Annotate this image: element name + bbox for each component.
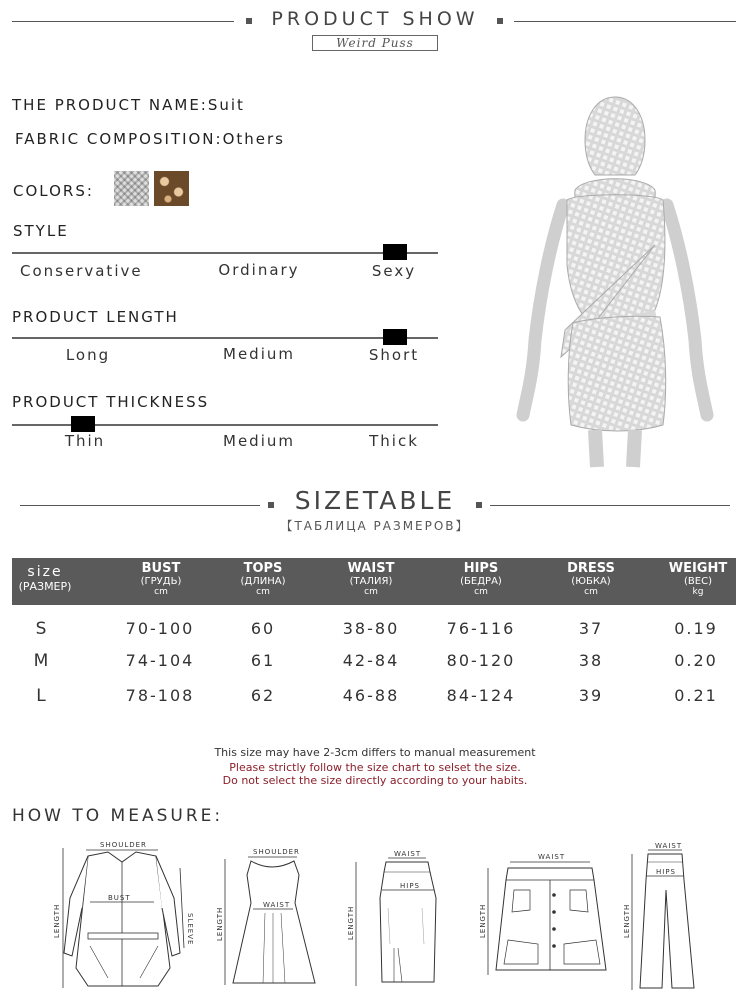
page-title: PRODUCT SHOW (271, 8, 479, 30)
table-row (12, 646, 736, 676)
col-weight: WEIGHT (ВЕС) kg (668, 561, 728, 597)
color-swatch-silver[interactable] (114, 171, 149, 206)
cell-dress: 38 (578, 651, 604, 670)
jacket-diagram (48, 838, 198, 990)
svg-text:LENGTH: LENGTH (53, 903, 61, 938)
svg-text:LENGTH: LENGTH (347, 905, 355, 940)
thickness-option-medium: Medium (223, 432, 295, 450)
fabric-label: FABRIC COMPOSITION: (15, 130, 223, 148)
length-option-medium: Medium (223, 345, 295, 363)
svg-text:HIPS: HIPS (400, 882, 420, 890)
header-dot-right (497, 18, 503, 24)
svg-text:WAIST: WAIST (263, 901, 291, 909)
cell-dress: 37 (578, 619, 604, 638)
how-to-measure-title: HOW TO MEASURE: (12, 806, 224, 826)
measurement-note: This size may have 2-3cm differs to manual measurement (214, 746, 536, 759)
product-name-row (12, 96, 245, 114)
style-scale (12, 252, 438, 254)
colors-label: COLORS: (13, 182, 94, 200)
product-name-label: THE PRODUCT NAME: (12, 96, 208, 114)
style-marker (383, 244, 407, 260)
cell-waist: 46-88 (342, 686, 400, 705)
col-dress: DRESS (ЮБКА) cm (567, 561, 615, 597)
length-title: PRODUCT LENGTH (12, 308, 179, 326)
sizetable-subtitle: 【ТАБЛИЦА РАЗМЕРОВ】 (280, 519, 470, 533)
skirt-diagram (344, 848, 449, 990)
cell-size: M (33, 651, 51, 671)
color-swatch-leopard[interactable] (154, 171, 189, 206)
cell-tops: 62 (250, 686, 276, 705)
svg-text:BUST: BUST (108, 894, 131, 902)
thickness-option-thick: Thick (369, 432, 419, 450)
table-row (12, 614, 736, 644)
sizetable-dot-right (476, 502, 482, 508)
table-row (12, 681, 736, 711)
svg-text:SLEEVE: SLEEVE (186, 913, 194, 946)
cell-bust: 70-100 (125, 619, 195, 638)
svg-text:SHOULDER: SHOULDER (100, 841, 147, 849)
svg-text:HIPS: HIPS (656, 868, 676, 876)
svg-text:LENGTH: LENGTH (623, 903, 631, 938)
col-size: size (РАЗМЕР) (18, 564, 72, 593)
col-hips: HIPS (БЕДРА) cm (460, 561, 502, 597)
length-scale (12, 337, 438, 339)
cell-weight: 0.20 (674, 651, 718, 670)
fabric-row (15, 130, 285, 148)
mini-skirt-diagram (478, 850, 618, 980)
dress-diagram (215, 845, 320, 990)
pants-diagram (622, 840, 702, 995)
col-waist: WAIST (ТАЛИЯ) cm (347, 561, 395, 597)
thickness-marker (71, 416, 95, 432)
cell-bust: 78-108 (125, 686, 195, 705)
svg-text:SHOULDER: SHOULDER (253, 848, 300, 856)
col-bust: BUST (ГРУДЬ) cm (140, 561, 182, 597)
svg-text:LENGTH: LENGTH (479, 903, 487, 938)
cell-dress: 39 (578, 686, 604, 705)
style-option-conservative: Conservative (20, 262, 143, 280)
sizetable-rule-right (490, 505, 730, 506)
col-tops: TOPS (ДЛИНА) cm (240, 561, 286, 597)
cell-hips: 80-120 (446, 651, 516, 670)
cell-bust: 74-104 (125, 651, 195, 670)
cell-size: S (35, 619, 49, 639)
sizetable-title: SIZETABLE (294, 486, 456, 515)
warning-note-1: Please strictly follow the size chart to selset the size. (229, 761, 521, 774)
cell-size: L (36, 686, 48, 706)
product-figure (505, 95, 725, 470)
cell-weight: 0.21 (674, 686, 718, 705)
brand-name: Weird Puss (312, 35, 438, 51)
cell-tops: 60 (250, 619, 276, 638)
length-option-short: Short (368, 346, 420, 364)
cell-weight: 0.19 (674, 619, 718, 638)
cell-hips: 76-116 (446, 619, 516, 638)
svg-text:WAIST: WAIST (394, 850, 422, 858)
svg-text:WAIST: WAIST (538, 853, 566, 861)
fabric-value: Others (222, 130, 285, 148)
svg-text:WAIST: WAIST (655, 842, 683, 850)
length-marker (383, 329, 407, 345)
product-name-value: Suit (207, 96, 245, 114)
cell-hips: 84-124 (446, 686, 516, 705)
style-title: STYLE (13, 222, 69, 240)
header-rule-right (514, 21, 736, 22)
thickness-title: PRODUCT THICKNESS (12, 393, 210, 411)
length-option-long: Long (65, 346, 111, 364)
warning-note-2: Do not select the size directly according to your habits. (222, 774, 528, 787)
svg-text:LENGTH: LENGTH (216, 906, 224, 941)
style-option-sexy: Sexy (371, 262, 417, 280)
size-table-header (12, 558, 736, 605)
cell-waist: 38-80 (342, 619, 400, 638)
cell-tops: 61 (250, 651, 276, 670)
cell-waist: 42-84 (342, 651, 400, 670)
style-option-ordinary: Ordinary (218, 261, 300, 279)
thickness-option-thin: Thin (64, 432, 106, 450)
